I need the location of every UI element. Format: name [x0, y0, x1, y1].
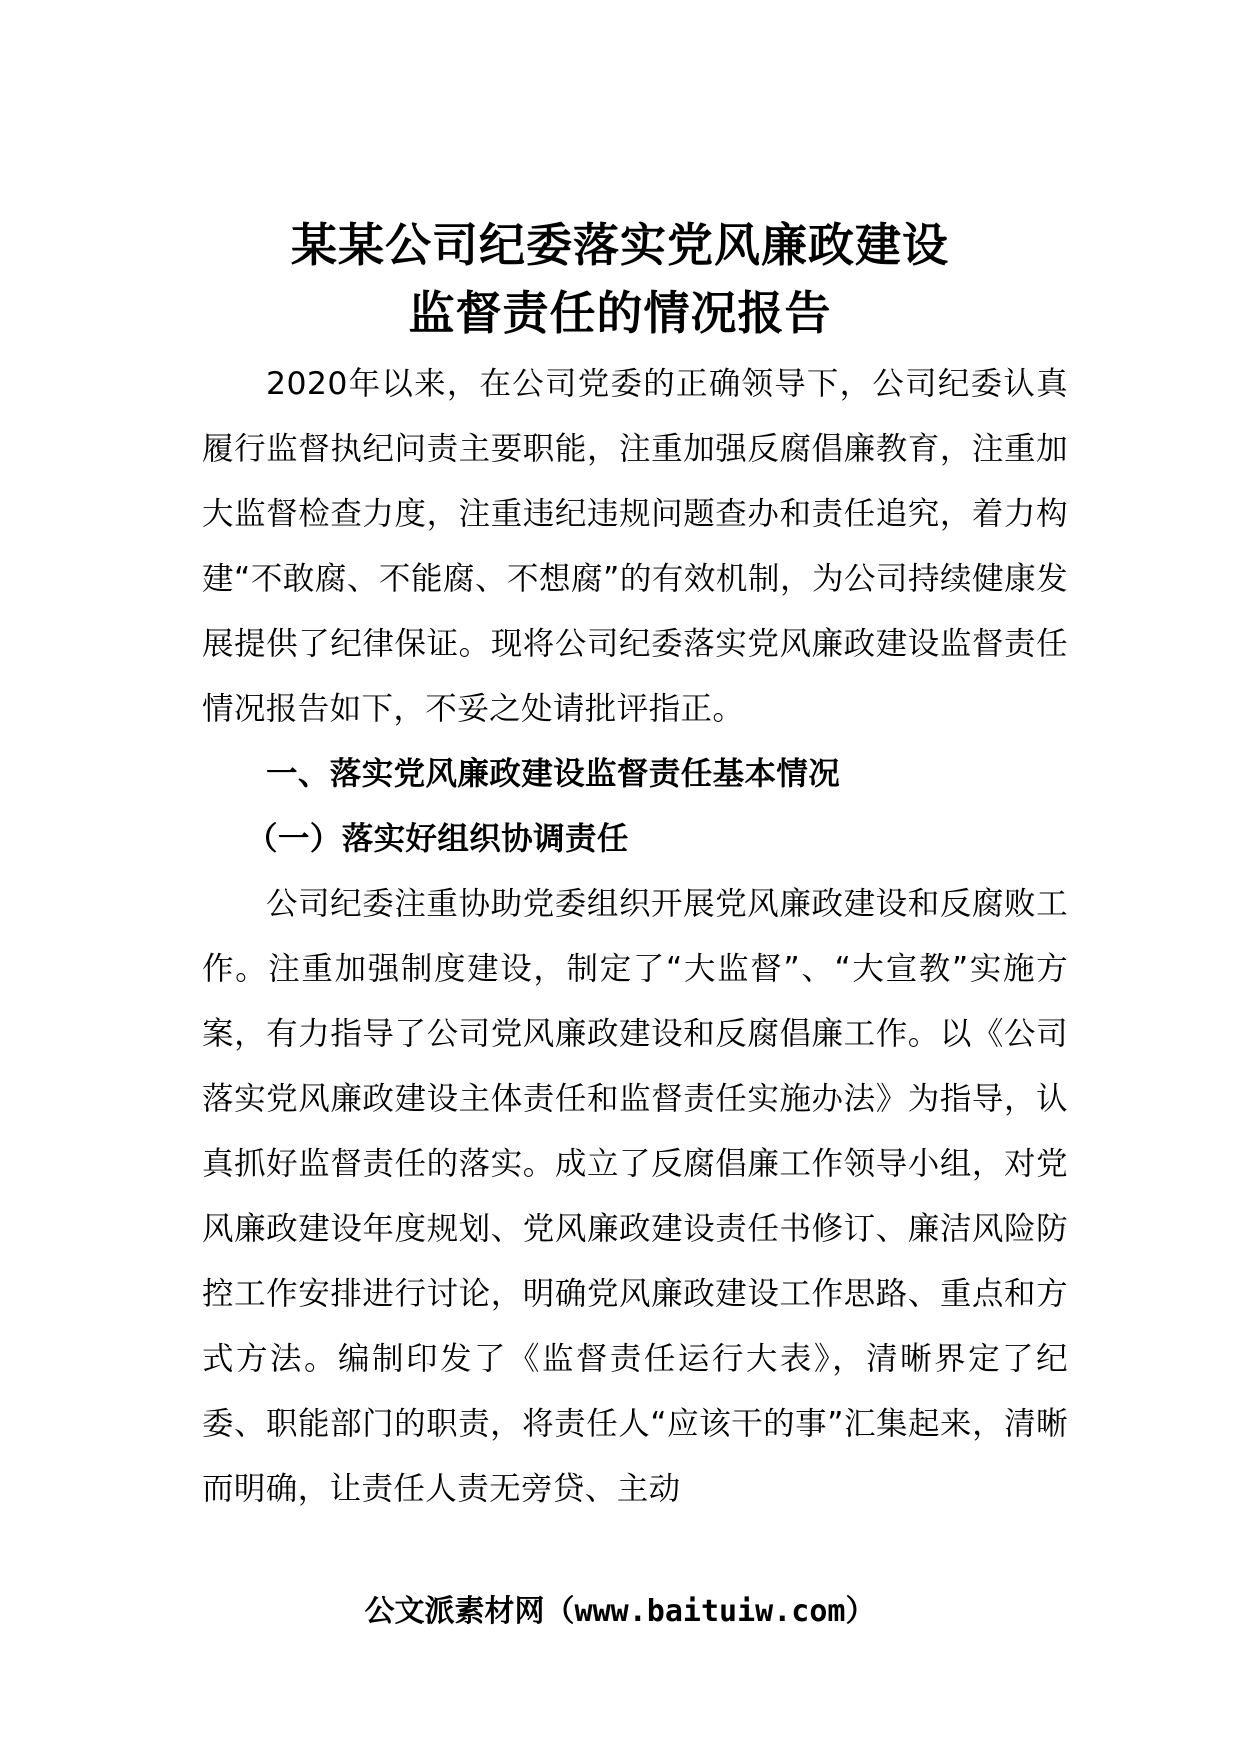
footer-watermark: [0, 1590, 1240, 1634]
document-body: [202, 352, 1068, 1522]
footer-url: www.baituiw.com: [574, 1594, 846, 1629]
document-title-line-1: 某某公司纪委落实党风廉政建设: [291, 218, 949, 272]
subsection-heading: （一）落实好组织协调责任: [246, 821, 629, 857]
section-heading: 一、落实党风廉政建设监督责任基本情况: [266, 756, 841, 792]
footer-site-name: 公文派素材网: [364, 1594, 545, 1629]
footer-open-paren: （: [544, 1594, 575, 1629]
body-paragraph: 公司纪委注重协助党委组织开展党风廉政建设和反腐败工作。注重加强制度建设，制定了“大监督”、“大宣教”实施方案，有力指导了公司党风廉政建设和反腐倡廉工作。以《公司落实党风廉政建设主体责任和监督责任实施办法》为指导，认真抓好监督责任的落实。成立了反腐倡廉工作领导小组，对党风廉政建设年度规划、党风廉政建设责任书修订、廉洁风险防控工作安排进行讨论，明确党风廉政建设工作思路、重点和方式方法。编制印发了《监督责任运行大表》，清晰界定了纪委、职能部门的职责，将责任人“应该干的事”汇集起来，清晰而明确，让责任人责无旁贷、主动: [202, 886, 1068, 1507]
document-title-line-2: 监督责任的情况报告: [408, 286, 832, 340]
intro-paragraph: 2020年以来，在公司党委的正确领导下，公司纪委认真履行监督执纪问责主要职能，注重加强反腐倡廉教育，注重加大监督检查力度，注重违纪违规问题查办和责任追究，着力构建“不敢腐、不能腐、不想腐”的有效机制，为公司持续健康发展提供了纪律保证。现将公司纪委落实党风廉政建设监督责任情况报告如下，不妥之处请批评指正。: [202, 366, 1068, 727]
footer-close-paren: ）: [845, 1594, 876, 1629]
